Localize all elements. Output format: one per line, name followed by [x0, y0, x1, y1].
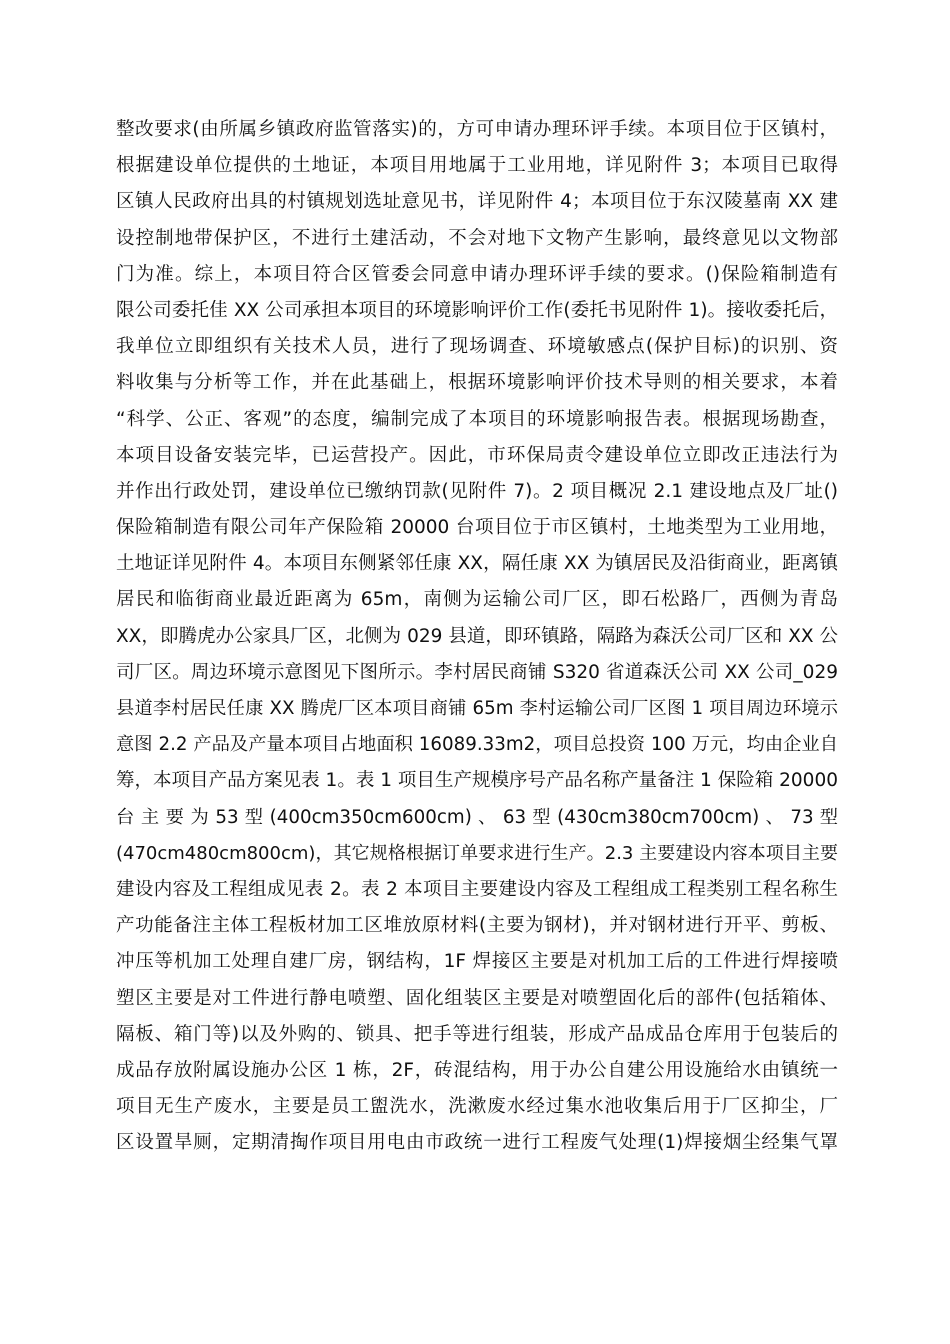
text-line: 建设内容及工程组成见表 2。表 2 本项目主要建设内容及工程组成工程类别工程名称生 [116, 878, 838, 900]
text-line: 冲压等机加工处理自建厂房，钢结构，1F 焊接区主要是对机加工后的工件进行焊接喷 [116, 951, 838, 973]
text-line: 本项目设备安装完毕，已运营投产。因此，市环保局责令建设单位立即改正违法行为 [116, 444, 838, 466]
text-line: 台 主 要 为 53 型 (400cm350cm600cm) 、 63 型 (430cm380cm700cm) 、 73 型 [116, 806, 838, 828]
text-line: 区设置旱厕，定期清掏作项目用电由市政统一进行工程废气处理(1)焊接烟尘经集气罩 [116, 1132, 838, 1154]
text-line: 土地证详见附件 4。本项目东侧紧邻任康 XX，隔任康 XX 为镇居民及沿街商业，距离镇 [116, 553, 838, 575]
text-line: 我单位立即组织有关技术人员，进行了现场调查、环境敏感点(保护目标)的识别、资 [116, 336, 838, 358]
text-line: 意图 2.2 产品及产量本项目占地面积 16089.33m2，项目总投资 100 万元，均由企业自 [116, 734, 838, 756]
text-line: 整改要求(由所属乡镇政府监管落实)的，方可申请办理环评手续。本项目位于区镇村， [116, 119, 838, 140]
text-line: 料收集与分析等工作，并在此基础上，根据环境影响评价技术导则的相关要求，本着 [116, 372, 838, 394]
text-line: 区镇人民政府出具的村镇规划选址意见书，详见附件 4；本项目位于东汉陵墓南 XX 建 [116, 191, 838, 213]
text-line: XX，即腾虎办公家具厂区，北侧为 029 县道，即环镇路，隔路为森沃公司厂区和 XX 公 [116, 625, 838, 647]
text-line: 司厂区。周边环境示意图见下图所示。李村居民商铺 S320 省道森沃公司 XX 公司_029 [116, 661, 838, 683]
text-line: 项目无生产废水，主要是员工盥洗水，洗漱废水经过集水池收集后用于厂区抑尘，厂 [116, 1096, 838, 1118]
text-line: 保险箱制造有限公司年产保险箱 20000 台项目位于市区镇村，土地类型为工业用地， [116, 517, 838, 539]
text-line: 隔板、箱门等)以及外购的、锁具、把手等进行组装，形成产品成品仓库用于包装后的 [116, 1023, 838, 1045]
text-line: 筹，本项目产品方案见表 1。表 1 项目生产规模序号产品名称产量备注 1 保险箱 20000 [116, 770, 838, 792]
text-line: “科学、公正、客观”的态度，编制完成了本项目的环境影响报告表。根据现场勘查， [116, 408, 838, 430]
text-line: 产功能备注主体工程板材加工区堆放原材料(主要为钢材)，并对钢材进行开平、剪板、 [116, 915, 838, 937]
text-line: 县道李村居民任康 XX 腾虎厂区本项目商铺 65m 李村运输公司厂区图 1 项目周边环境示 [116, 698, 838, 719]
text-line: 成品存放附属设施办公区 1 栋，2F，砖混结构，用于办公自建公用设施给水由镇统一 [116, 1059, 838, 1081]
text-line: 限公司委托佳 XX 公司承担本项目的环境影响评价工作(委托书见附件 1)。接收委托后， [116, 299, 838, 321]
text-line: 居民和临街商业最近距离为 65m，南侧为运输公司厂区，即石松路厂，西侧为青岛 [116, 589, 838, 611]
text-line: 设控制地带保护区，不进行土建活动，不会对地下文物产生影响，最终意见以文物部 [116, 227, 838, 249]
text-line: 并作出行政处罚，建设单位已缴纳罚款(见附件 7)。2 项目概况 2.1 建设地点及厂址() [116, 480, 838, 502]
text-line: 根据建设单位提供的土地证，本项目用地属于工业用地，详见附件 3；本项目已取得 [116, 155, 838, 177]
text-line: 门为准。综上，本项目符合区管委会同意申请办理环评手续的要求。()保险箱制造有 [116, 263, 838, 285]
text-line: 塑区主要是对工件进行静电喷塑、固化组装区主要是对喷塑固化后的部件(包括箱体、 [116, 987, 838, 1009]
document-body [116, 112, 838, 1161]
text-line: (470cm480cm800cm)，其它规格根据订单要求进行生产。2.3 主要建设内容本项目主要 [116, 842, 838, 864]
